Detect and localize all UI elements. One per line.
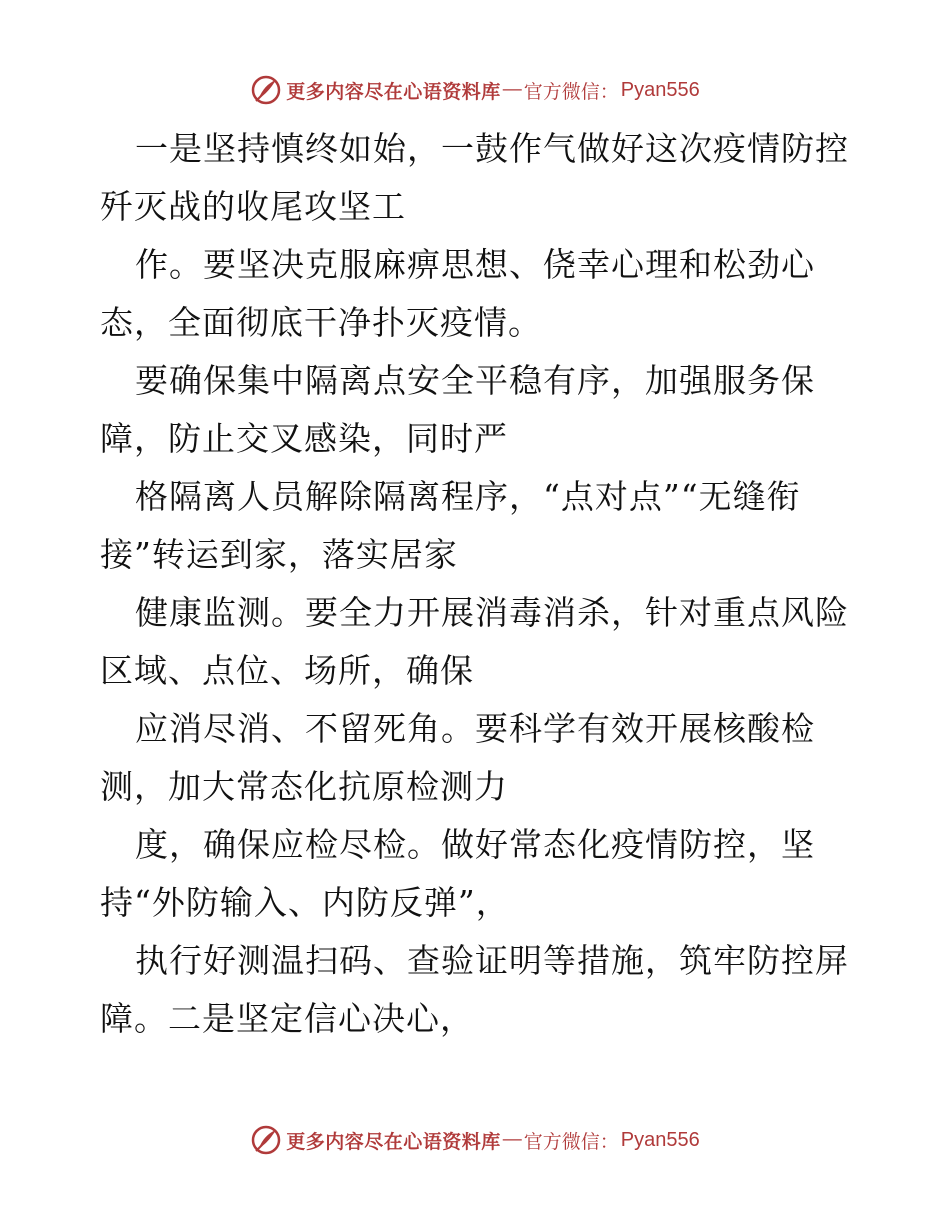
text-line: 作。要坚决克服麻痹思想、侥幸心理和松劲心	[135, 245, 815, 284]
banner-separator: —	[502, 79, 522, 100]
text-line: 一是坚持慎终如始，一鼓作气做好这次疫情防控	[135, 129, 849, 168]
text-line: 接”转运到家，落实居家	[100, 535, 458, 574]
text-line: 态，全面彻底干净扑灭疫情。	[100, 303, 542, 342]
banner-brand-text: 更多内容尽在心语资料库	[286, 80, 501, 103]
text-line: 歼灭战的收尾攻坚工	[100, 187, 406, 226]
text-line: 持“外防输入、内防反弹”，	[100, 883, 510, 922]
text-line: 格隔离人员解除隔离程序，“点对点”“无缝衔	[135, 477, 801, 516]
banner-separator: —	[502, 1129, 522, 1150]
banner-brand-text: 更多内容尽在心语资料库	[286, 1130, 501, 1153]
banner-wechat-id: Pyan556	[620, 78, 700, 101]
feather-pen-logo-icon	[250, 1124, 282, 1156]
text-line: 测，加大常态化抗原检测力	[100, 767, 508, 806]
text-line: 障。二是坚定信心决心，	[100, 999, 474, 1038]
banner-wechat-label: 官方微信：	[523, 1130, 619, 1153]
text-line: 要确保集中隔离点安全平稳有序，加强服务保	[135, 361, 815, 400]
footer-banner	[0, 1120, 950, 1160]
document-body	[100, 120, 855, 1048]
text-line: 应消尽消、不留死角。要科学有效开展核酸检	[135, 709, 815, 748]
feather-pen-logo-icon	[250, 74, 282, 106]
banner-wechat-label: 官方微信：	[523, 80, 619, 103]
text-line: 执行好测温扫码、查验证明等措施，筑牢防控屏	[135, 941, 849, 980]
text-line: 健康监测。要全力开展消毒消杀，针对重点风险	[135, 593, 849, 632]
text-line: 区域、点位、场所，确保	[100, 651, 474, 690]
banner-wechat-id: Pyan556	[620, 1128, 700, 1151]
text-line: 障，防止交叉感染，同时严	[100, 419, 508, 458]
header-banner	[0, 70, 950, 110]
text-line: 度，确保应检尽检。做好常态化疫情防控，坚	[135, 825, 815, 864]
